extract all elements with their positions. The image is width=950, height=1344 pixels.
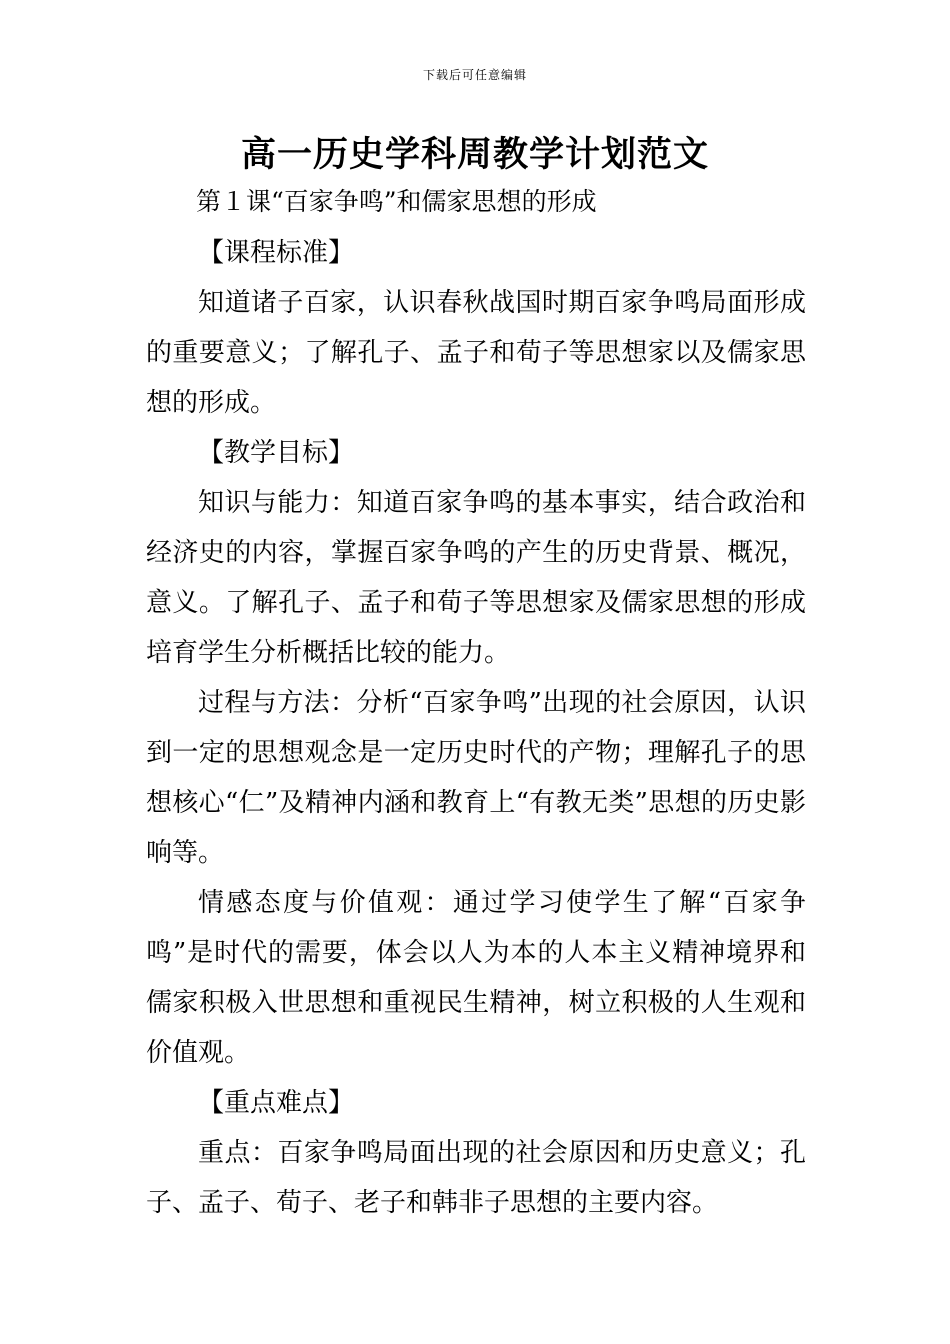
document-title: 高一历史学科周教学计划范文 xyxy=(240,135,709,175)
paragraph-goals-knowledge: 知识与能力：知道百家争鸣的基本事实，结合政治和经济史的内容，掌握百家争鸣的产生的历史背景、概况，意义。了解孔子、孟子和荀子等思想家及儒家思想的形成培育学生分析概括比较的能力。 xyxy=(146,488,806,668)
paragraph-goals-process: 过程与方法：分析“百家争鸣”出现的社会原因，认识到一定的思想观念是一定历史时代的产物；理解孔子的思想核心“仁”及精神内涵和教育上“有教无类”思想的历史影响等。 xyxy=(146,688,806,868)
section-heading-goals: 【教学目标】 xyxy=(198,438,355,468)
document-body xyxy=(146,228,806,1228)
paragraph-standard: 知道诸子百家，认识春秋战国时期百家争鸣局面形成的重要意义；了解孔子、孟子和荀子等思想家以及儒家思想的形成。 xyxy=(146,288,806,418)
section-heading-standard: 【课程标准】 xyxy=(198,238,355,268)
paragraph-keypoints: 重点：百家争鸣局面出现的社会原因和历史意义；孔子、孟子、荀子、老子和韩非子思想的主要内容。 xyxy=(146,1138,806,1218)
lesson-subtitle: 第１课“百家争鸣”和儒家思想的形成 xyxy=(196,187,597,216)
header-note: 下载后可任意编辑 xyxy=(422,68,527,82)
paragraph-goals-emotion: 情感态度与价值观：通过学习使学生了解“百家争鸣”是时代的需要，体会以人为本的人本主义精神境界和儒家积极入世思想和重视民生精神，树立积极的人生观和价值观。 xyxy=(146,888,806,1068)
section-heading-keypoints: 【重点难点】 xyxy=(198,1088,355,1118)
